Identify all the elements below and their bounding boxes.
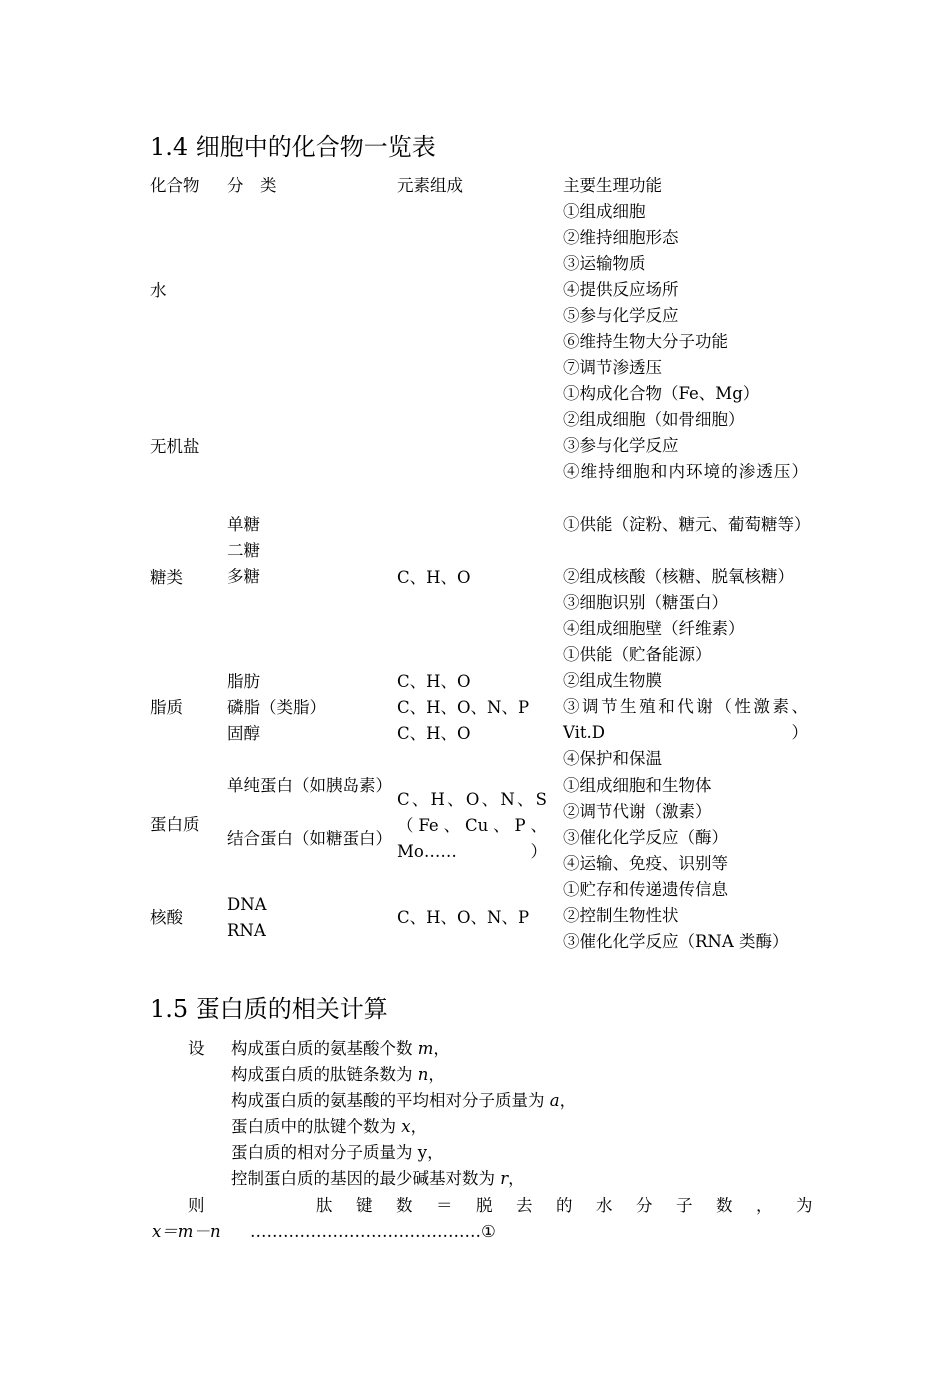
header-category: 分 类 xyxy=(227,176,277,195)
definition-line: 构成蛋白质的氨基酸的平均相对分子质量为 a， xyxy=(231,1091,577,1110)
var-x: x xyxy=(401,1117,411,1136)
section-title-1-4: 1.4 细胞中的化合物一览表 xyxy=(150,133,436,161)
var-a: a xyxy=(549,1091,560,1110)
water-function-4: ④提供反应场所 xyxy=(563,280,679,299)
water-function-5: ⑤参与化学反应 xyxy=(563,306,679,325)
sugar-function-3: ③细胞识别（糖蛋白） xyxy=(563,593,728,612)
water-function-3: ③运输物质 xyxy=(563,254,646,273)
salt-function-1: ①构成化合物（Fe、Mg） xyxy=(563,384,760,403)
compound-water: 水 xyxy=(150,281,167,300)
protein-function-4: ④运输、免疫、识别等 xyxy=(563,854,728,873)
lipid-kind-sterol: 固醇 xyxy=(227,724,260,743)
then-text: 肽键数＝脱去的水分子数，为 xyxy=(316,1196,836,1215)
compound-nucleic: 核酸 xyxy=(150,908,183,927)
then-word: 则 xyxy=(188,1196,205,1215)
definition-line: 构成蛋白质的氨基酸个数 m， xyxy=(231,1039,450,1058)
header-compound: 化合物 xyxy=(150,176,200,195)
var-y: y xyxy=(417,1143,428,1162)
nucleic-kind-dna: DNA xyxy=(227,895,267,914)
water-function-1: ①组成细胞 xyxy=(563,202,646,221)
compound-protein: 蛋白质 xyxy=(150,815,200,834)
definition-line: 控制蛋白质的基因的最少碱基对数为 r， xyxy=(231,1169,525,1188)
definition-line: 蛋白质的相对分子质量为 y， xyxy=(231,1143,444,1162)
formula: x＝m－n xyxy=(152,1222,221,1241)
lipid-elements-fat: C、H、O xyxy=(397,672,471,691)
nucleic-elements: C、H、O、N、P xyxy=(397,908,530,927)
header-elements: 元素组成 xyxy=(397,176,463,195)
sugar-kind-mono: 单糖 xyxy=(227,515,260,534)
lipid-function-4: ④保护和保温 xyxy=(563,749,662,768)
sugar-function-2: ②组成核酸（核糖、脱氧核糖） xyxy=(563,567,794,586)
var-m: m xyxy=(417,1039,434,1058)
nucleic-kind-rna: RNA xyxy=(227,921,266,940)
nucleic-function-1: ①贮存和传递遗传信息 xyxy=(563,880,728,899)
formula-dots: ……………………………………① xyxy=(250,1222,496,1241)
compound-sugar: 糖类 xyxy=(150,568,183,587)
var-n: n xyxy=(417,1065,429,1084)
lipid-kind-fat: 脂肪 xyxy=(227,672,260,691)
lipid-function-2: ②组成生物膜 xyxy=(563,671,662,690)
protein-function-2: ②调节代谢（激素） xyxy=(563,802,712,821)
protein-kind-conjugated: 结合蛋白（如糖蛋白） xyxy=(227,829,392,848)
protein-function-1: ①组成细胞和生物体 xyxy=(563,776,712,795)
sugar-elements: C、H、O xyxy=(397,568,471,587)
salt-function-4: ④维持细胞和内环境的渗透压） xyxy=(563,462,808,481)
protein-elements: C、H、O、N、S（Fe、Cu、P、Mo……） xyxy=(397,790,547,861)
nucleic-function-2: ②控制生物性状 xyxy=(563,906,679,925)
protein-kind-simple: 单纯蛋白（如胰岛素） xyxy=(227,776,392,795)
sugar-kind-poly: 多糖 xyxy=(227,567,260,586)
protein-function-3: ③催化化学反应（酶） xyxy=(563,828,728,847)
water-function-6: ⑥维持生物大分子功能 xyxy=(563,332,728,351)
compound-lipid: 脂质 xyxy=(150,698,183,717)
var-r: r xyxy=(500,1169,509,1188)
section-title-1-5: 1.5 蛋白质的相关计算 xyxy=(150,995,388,1023)
compound-salt: 无机盐 xyxy=(150,437,200,456)
sugar-function-4: ④组成细胞壁（纤维素） xyxy=(563,619,745,638)
water-function-7: ⑦调节渗透压 xyxy=(563,358,662,377)
lipid-kind-phospholipid: 磷脂（类脂） xyxy=(227,698,326,717)
nucleic-function-3: ③催化化学反应（RNA 类酶） xyxy=(563,932,789,951)
lipid-elements-sterol: C、H、O xyxy=(397,724,471,743)
water-function-2: ②维持细胞形态 xyxy=(563,228,679,247)
lipid-elements-phospholipid: C、H、O、N、P xyxy=(397,698,530,717)
salt-function-2: ②组成细胞（如骨细胞） xyxy=(563,410,745,429)
definition-line: 蛋白质中的肽键个数为 x， xyxy=(231,1117,428,1136)
definition-line: 构成蛋白质的肽链条数为 n， xyxy=(231,1065,445,1084)
sugar-kind-di: 二糖 xyxy=(227,541,260,560)
sugar-function-1: ①供能（淀粉、糖元、葡萄糖等） xyxy=(563,515,811,534)
lipid-function-3: ③调节生殖和代谢（性激素、Vit.D） xyxy=(563,697,808,742)
salt-function-3: ③参与化学反应 xyxy=(563,436,679,455)
let-word: 设 xyxy=(188,1039,205,1058)
lipid-function-1: ①供能（贮备能源） xyxy=(563,645,712,664)
header-functions: 主要生理功能 xyxy=(563,176,662,195)
